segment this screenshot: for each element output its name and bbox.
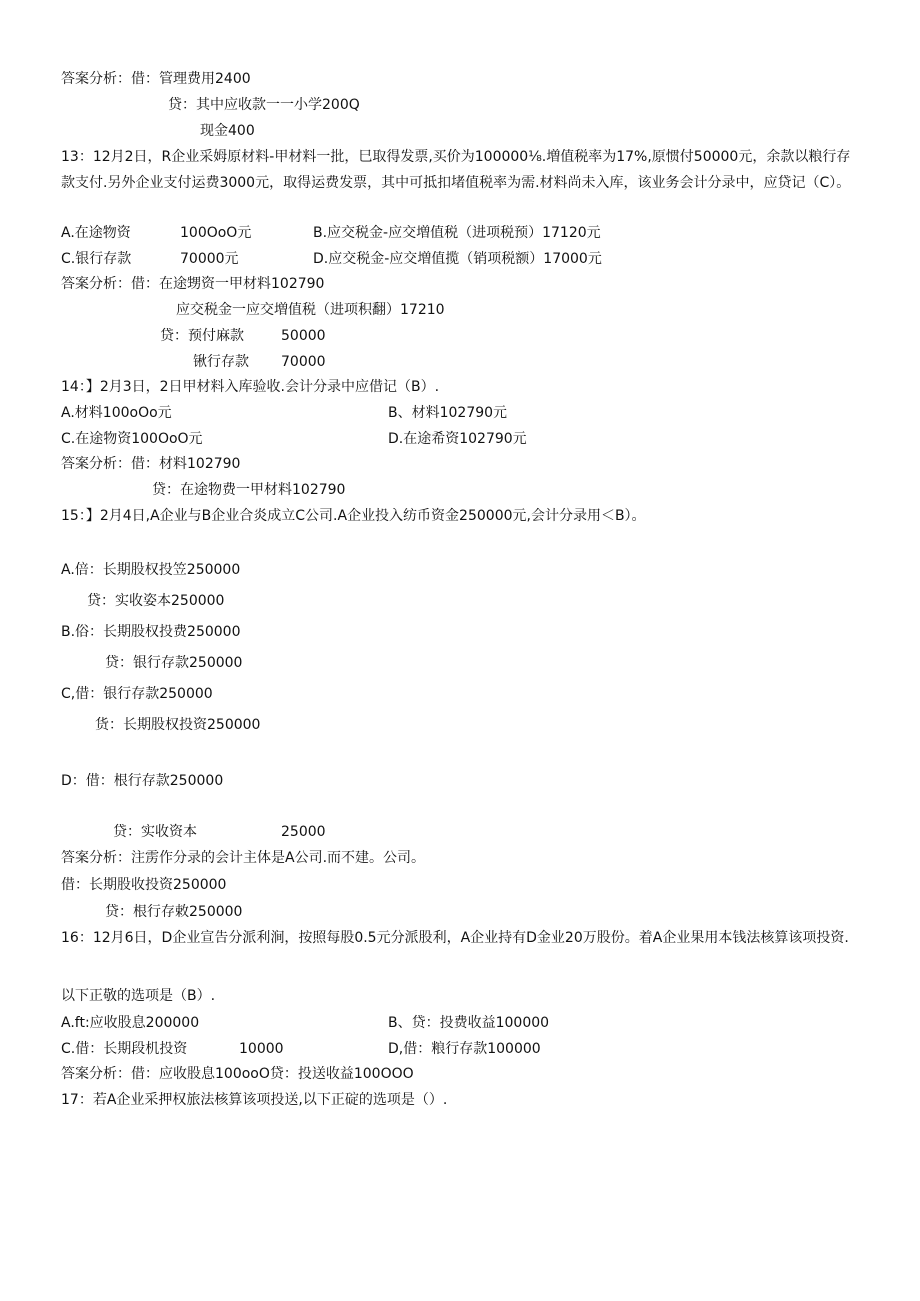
question-13: 13：12月2日，R企业采姆原材料-甲材料一批，巳取得发票,买价为100000⅛.増值税率为17%,原惯付50000元，余款以粮行存款支付.另外企业支付运费3000元，取得运费发票，其中可抵扣堵值税率为需.材料尚未入库，该业务会计分录中，应贷记（C）。 [61,149,851,191]
option-c: C.银行存款 [61,251,132,267]
text-line: 贷：在途物费一甲材料102790 [152,482,346,498]
option-a: A.ft:应收股息200000 [61,1015,200,1031]
text-line: 答案分析：借：在途甥资一甲材料102790 [61,276,325,292]
text-line: B.俗：长期股权投费250000 [61,624,241,640]
option-b: B、材料102790元 [388,405,508,421]
amount: 50000 [281,328,326,344]
text-line: A.倍：长期股权投笠250000 [61,562,241,578]
text-line: C,借：银行存款250000 [61,686,213,702]
text-line: 应交税金一应交増值税（进项积翻）17210 [176,302,445,318]
option-d: D.在途希资102790元 [388,431,527,447]
option-c: C.在途物资100OoO元 [61,431,203,447]
text-line: 贷：实收资本 [113,824,197,840]
option-d: D,借：粮行存款100000 [388,1041,541,1057]
text-line: 贷：预付麻款 [160,328,244,344]
text-line: 14：】2月3日，2日甲材料入库验收.会计分录中应借记（B）. [61,379,440,395]
amount: 70000 [281,354,326,370]
text-line: 贷：银行存款250000 [105,655,243,671]
option-c-amount: 70000元 [180,251,239,267]
text-line: 贷：根行存敕250000 [105,904,243,920]
text-line: 货：长期股权投资250000 [95,717,261,733]
amount: 25000 [281,824,326,840]
question-16: 16：12月6日，D企业宣告分派利涧，按照每股0.5元分派股利，A企业持有D金业20万股份。着A企业果用本钱法核算该项投资. [61,930,849,946]
option-a: A.在途物资 [61,225,131,241]
text-line: 以下正敬的选项是（B）. [61,988,216,1004]
text-line: 答案分析：注雳作分录的会计主体是A公司.而不建。公司。 [61,850,426,866]
text-line: 答案分析：借：材料102790 [61,456,241,472]
option-a-amount: 100OoO元 [180,225,252,241]
option-d: D.应交税金-应交増值揽（销项税额）17000元 [313,251,602,267]
text-line: D：借：根行存款250000 [61,773,224,789]
text-line: 现金400 [200,123,255,139]
text-line: 锹行存款 [193,354,249,370]
option-b: B、贷：投费收益100000 [388,1015,550,1031]
option-a: A.材料100oOo元 [61,405,172,421]
option-b: B.应交税金-应交増值税（进项税预）17120元 [313,225,601,241]
text-line: 贷：实收姿本250000 [87,593,225,609]
text-line: 15：】2月4日,A企业与B企业合炎成立C公司.A企业投入纺币资金250000元,会计分录用＜B）。 [61,508,646,524]
text-line: 贷：其中应收款一一小学200Q [168,97,360,113]
text-line: 答案分析：借：管理费用2400 [61,71,251,87]
option-c: C.借：长期段机投资 [61,1041,188,1057]
text-line: 17：若A企业采押权旅法核算该项投送,以下正碇的选项是（）. [61,1092,448,1108]
option-c-amount: 10000 [239,1041,284,1057]
text-line: 借：长期股收投资250000 [61,877,227,893]
text-line: 答案分析：借：应收股息100ooO贷：投送收益100OOO [61,1066,414,1082]
